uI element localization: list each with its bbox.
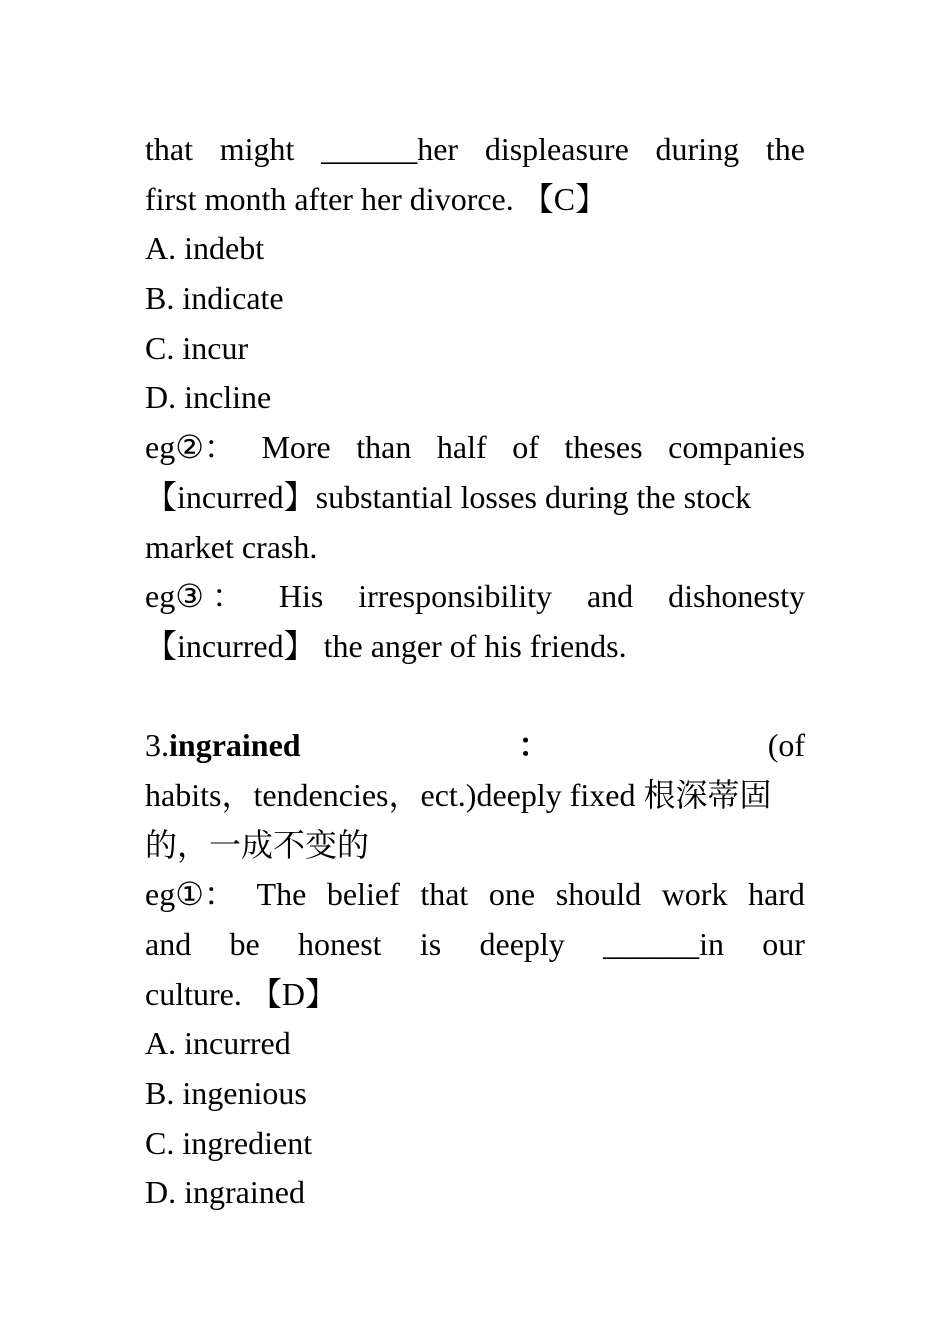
word: irresponsibility bbox=[358, 578, 552, 615]
option-b: B. ingenious bbox=[145, 1075, 307, 1112]
word: deeply bbox=[479, 926, 565, 962]
word: More bbox=[261, 429, 331, 466]
option-b: B. indicate bbox=[145, 280, 284, 317]
example-line bbox=[145, 870, 805, 920]
word: belief bbox=[326, 876, 400, 913]
word: one bbox=[488, 876, 536, 913]
option-a: A. incurred bbox=[145, 1025, 291, 1062]
question-stem-line: first month after her divorce. 【C】 bbox=[145, 180, 608, 217]
definition-line: habits，tendencies，ect.)deeply fixed 根深蒂固 bbox=[145, 776, 772, 813]
definition-start: (of bbox=[767, 727, 805, 764]
option-d: D. ingrained bbox=[145, 1174, 305, 1211]
question-stem-line bbox=[145, 125, 805, 175]
word: and bbox=[145, 926, 192, 962]
word: companies bbox=[668, 429, 805, 466]
word: be bbox=[229, 926, 260, 962]
word: dishonesty bbox=[668, 578, 805, 615]
definition-line: 的，一成不变的 bbox=[145, 826, 370, 863]
entry-heading bbox=[145, 721, 805, 771]
example-line: market crash. bbox=[145, 528, 318, 565]
option-c: C. incur bbox=[145, 329, 249, 366]
word: of bbox=[512, 429, 539, 466]
word: honest bbox=[298, 926, 382, 962]
word: ______her bbox=[321, 131, 459, 167]
example-label: eg①： bbox=[145, 876, 236, 913]
option-a: A. indebt bbox=[145, 230, 265, 267]
word: our bbox=[762, 926, 805, 962]
option-c: C. ingredient bbox=[145, 1124, 313, 1161]
example-line: culture. 【D】 bbox=[145, 975, 337, 1012]
word: The bbox=[256, 876, 307, 913]
example-line bbox=[145, 572, 805, 622]
word: His bbox=[278, 578, 324, 615]
word: half bbox=[436, 429, 487, 466]
word: ______in bbox=[603, 926, 724, 962]
word: during bbox=[655, 131, 740, 167]
spacer bbox=[145, 672, 805, 722]
example-line bbox=[145, 423, 805, 473]
word: the bbox=[765, 131, 805, 167]
word: than bbox=[356, 429, 412, 466]
entry-colon: ： bbox=[518, 727, 551, 764]
option-d: D. incline bbox=[145, 379, 272, 416]
word: and bbox=[586, 578, 634, 615]
example-line: 【incurred】 the anger of his friends. bbox=[145, 627, 627, 664]
word: is bbox=[419, 926, 442, 962]
entry-number: 3. bbox=[145, 727, 169, 764]
word: hard bbox=[748, 876, 805, 913]
word: work bbox=[661, 876, 728, 913]
example-line bbox=[145, 920, 805, 970]
example-line: 【incurred】substantial losses during the stock bbox=[145, 478, 752, 515]
document-page bbox=[145, 125, 805, 1218]
word: displeasure bbox=[484, 131, 629, 167]
example-label: eg③ ： bbox=[145, 578, 244, 615]
entry-word: ingrained bbox=[169, 727, 301, 764]
word: might bbox=[219, 131, 295, 167]
entry-term bbox=[145, 721, 301, 771]
word: that bbox=[145, 131, 193, 167]
word: that bbox=[420, 876, 469, 913]
example-label: eg②： bbox=[145, 429, 236, 466]
word: should bbox=[555, 876, 642, 913]
word: theses bbox=[564, 429, 643, 466]
